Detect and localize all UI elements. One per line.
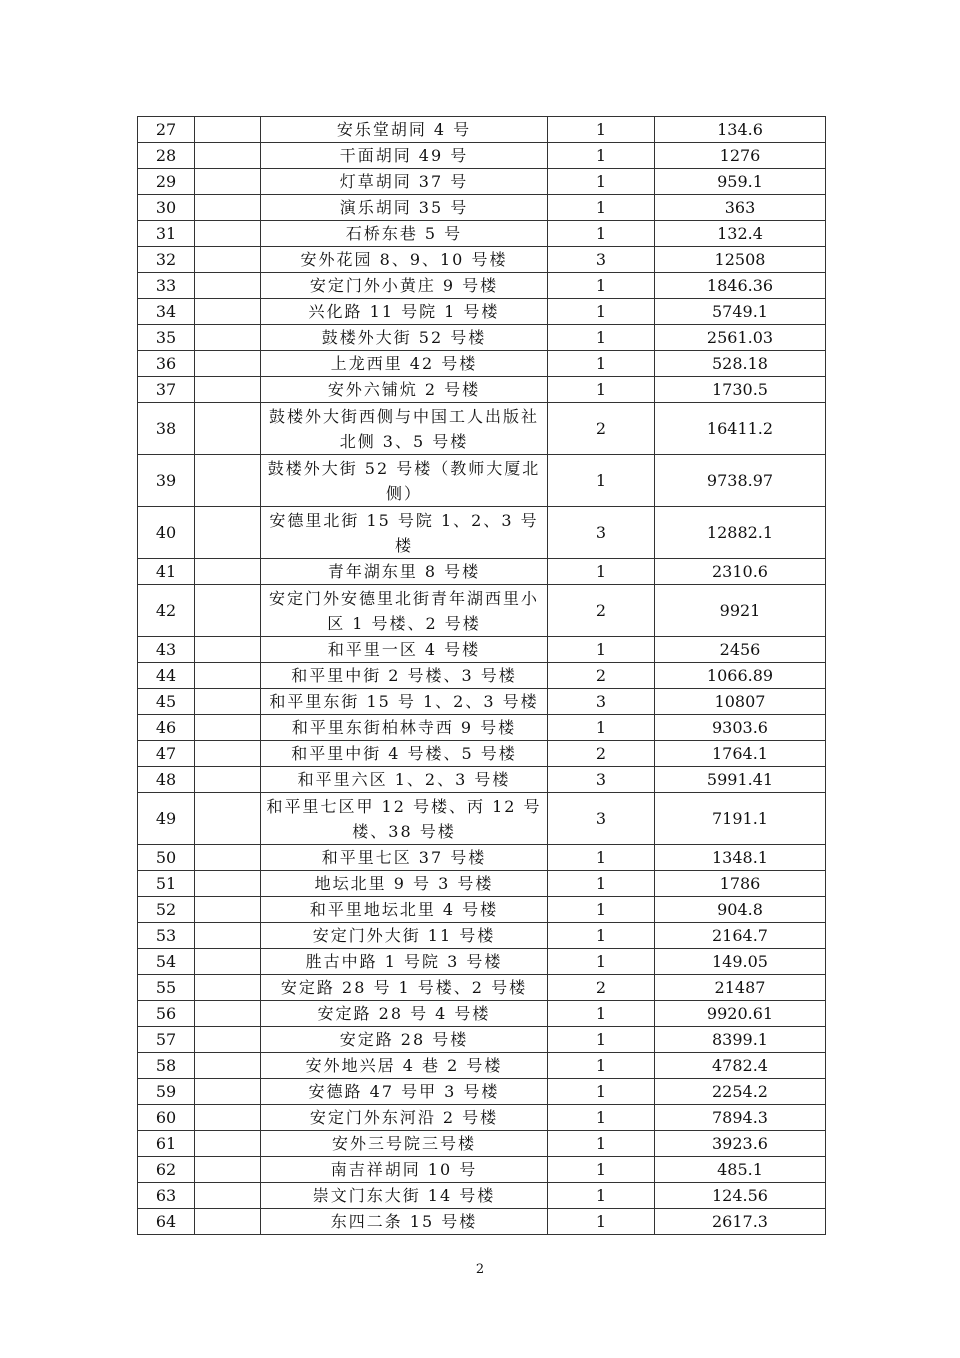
address-cell: 安定门外小黄庄 9 号楼 xyxy=(261,273,548,299)
blank-cell xyxy=(195,741,261,767)
table-row xyxy=(138,1001,826,1027)
table-row xyxy=(138,715,826,741)
table-row xyxy=(138,663,826,689)
address-cell: 安定门外东河沿 2 号楼 xyxy=(261,1105,548,1131)
building-count-cell: 3 xyxy=(548,507,655,559)
building-count-cell: 1 xyxy=(548,351,655,377)
blank-cell xyxy=(195,403,261,455)
area-cell: 528.18 xyxy=(655,351,826,377)
address-cell: 和平里七区甲 12 号楼、丙 12 号楼、38 号楼 xyxy=(261,793,548,845)
row-number-cell: 34 xyxy=(138,299,195,325)
table-row xyxy=(138,689,826,715)
table-row xyxy=(138,897,826,923)
blank-cell xyxy=(195,455,261,507)
building-count-cell: 2 xyxy=(548,585,655,637)
area-cell: 10807 xyxy=(655,689,826,715)
page-number: 2 xyxy=(475,1262,485,1277)
blank-cell xyxy=(195,637,261,663)
row-number-cell: 59 xyxy=(138,1079,195,1105)
blank-cell xyxy=(195,1183,261,1209)
blank-cell xyxy=(195,377,261,403)
building-count-cell: 2 xyxy=(548,403,655,455)
table-row xyxy=(138,1131,826,1157)
row-number-cell: 46 xyxy=(138,715,195,741)
table-body xyxy=(138,117,826,1235)
row-number-cell: 63 xyxy=(138,1183,195,1209)
address-cell: 干面胡同 49 号 xyxy=(261,143,548,169)
address-cell: 和平里七区 37 号楼 xyxy=(261,845,548,871)
row-number-cell: 47 xyxy=(138,741,195,767)
address-cell: 崇文门东大街 14 号楼 xyxy=(261,1183,548,1209)
address-cell: 鼓楼外大街 52 号楼（教师大厦北侧） xyxy=(261,455,548,507)
area-cell: 2617.3 xyxy=(655,1209,826,1235)
area-cell: 1276 xyxy=(655,143,826,169)
address-cell: 安德路 47 号甲 3 号楼 xyxy=(261,1079,548,1105)
area-cell: 1786 xyxy=(655,871,826,897)
row-number-cell: 61 xyxy=(138,1131,195,1157)
blank-cell xyxy=(195,247,261,273)
blank-cell xyxy=(195,273,261,299)
building-count-cell: 1 xyxy=(548,1131,655,1157)
area-cell: 959.1 xyxy=(655,169,826,195)
table-row xyxy=(138,1105,826,1131)
building-count-cell: 1 xyxy=(548,377,655,403)
area-cell: 149.05 xyxy=(655,949,826,975)
address-cell: 演乐胡同 35 号 xyxy=(261,195,548,221)
address-cell: 和平里东街 15 号 1、2、3 号楼 xyxy=(261,689,548,715)
address-cell: 和平里东街柏林寺西 9 号楼 xyxy=(261,715,548,741)
building-count-cell: 1 xyxy=(548,1157,655,1183)
area-cell: 1066.89 xyxy=(655,663,826,689)
area-cell: 1348.1 xyxy=(655,845,826,871)
area-cell: 134.6 xyxy=(655,117,826,143)
area-cell: 2164.7 xyxy=(655,923,826,949)
area-cell: 9303.6 xyxy=(655,715,826,741)
blank-cell xyxy=(195,117,261,143)
address-cell: 鼓楼外大街西侧与中国工人出版社北侧 3、5 号楼 xyxy=(261,403,548,455)
address-cell: 安定门外安德里北街青年湖西里小区 1 号楼、2 号楼 xyxy=(261,585,548,637)
blank-cell xyxy=(195,663,261,689)
row-number-cell: 49 xyxy=(138,793,195,845)
row-number-cell: 56 xyxy=(138,1001,195,1027)
table-row xyxy=(138,1027,826,1053)
area-cell: 5991.41 xyxy=(655,767,826,793)
area-cell: 4782.4 xyxy=(655,1053,826,1079)
blank-cell xyxy=(195,195,261,221)
table-row xyxy=(138,871,826,897)
address-cell: 地坛北里 9 号 3 号楼 xyxy=(261,871,548,897)
area-cell: 16411.2 xyxy=(655,403,826,455)
table-row xyxy=(138,247,826,273)
area-cell: 12882.1 xyxy=(655,507,826,559)
address-cell: 安外六铺炕 2 号楼 xyxy=(261,377,548,403)
area-cell: 1730.5 xyxy=(655,377,826,403)
address-cell: 南吉祥胡同 10 号 xyxy=(261,1157,548,1183)
row-number-cell: 58 xyxy=(138,1053,195,1079)
table-row xyxy=(138,1157,826,1183)
blank-cell xyxy=(195,949,261,975)
address-cell: 东四二条 15 号楼 xyxy=(261,1209,548,1235)
blank-cell xyxy=(195,1027,261,1053)
address-cell: 和平里地坛北里 4 号楼 xyxy=(261,897,548,923)
blank-cell xyxy=(195,221,261,247)
blank-cell xyxy=(195,715,261,741)
building-count-cell: 1 xyxy=(548,1053,655,1079)
blank-cell xyxy=(195,767,261,793)
address-cell: 和平里中街 4 号楼、5 号楼 xyxy=(261,741,548,767)
area-cell: 7894.3 xyxy=(655,1105,826,1131)
row-number-cell: 39 xyxy=(138,455,195,507)
address-cell: 安外三号院三号楼 xyxy=(261,1131,548,1157)
building-count-cell: 1 xyxy=(548,923,655,949)
blank-cell xyxy=(195,1105,261,1131)
row-number-cell: 28 xyxy=(138,143,195,169)
area-cell: 9920.61 xyxy=(655,1001,826,1027)
blank-cell xyxy=(195,897,261,923)
table-row xyxy=(138,559,826,585)
row-number-cell: 36 xyxy=(138,351,195,377)
building-count-cell: 1 xyxy=(548,1209,655,1235)
address-cell: 胜古中路 1 号院 3 号楼 xyxy=(261,949,548,975)
address-cell: 兴化路 11 号院 1 号楼 xyxy=(261,299,548,325)
table-row xyxy=(138,1053,826,1079)
area-cell: 2456 xyxy=(655,637,826,663)
table-row xyxy=(138,195,826,221)
building-count-cell: 3 xyxy=(548,793,655,845)
row-number-cell: 44 xyxy=(138,663,195,689)
row-number-cell: 33 xyxy=(138,273,195,299)
row-number-cell: 41 xyxy=(138,559,195,585)
table-row xyxy=(138,403,826,455)
building-count-cell: 1 xyxy=(548,1027,655,1053)
table-row xyxy=(138,507,826,559)
table-row xyxy=(138,377,826,403)
area-cell: 1846.36 xyxy=(655,273,826,299)
area-cell: 8399.1 xyxy=(655,1027,826,1053)
row-number-cell: 60 xyxy=(138,1105,195,1131)
blank-cell xyxy=(195,1157,261,1183)
row-number-cell: 62 xyxy=(138,1157,195,1183)
address-cell: 安外花园 8、9、10 号楼 xyxy=(261,247,548,273)
building-count-cell: 2 xyxy=(548,975,655,1001)
table-row xyxy=(138,299,826,325)
row-number-cell: 42 xyxy=(138,585,195,637)
table-row xyxy=(138,741,826,767)
table-row xyxy=(138,169,826,195)
blank-cell xyxy=(195,559,261,585)
area-cell: 132.4 xyxy=(655,221,826,247)
blank-cell xyxy=(195,299,261,325)
area-cell: 9921 xyxy=(655,585,826,637)
table-row xyxy=(138,273,826,299)
table-row xyxy=(138,637,826,663)
address-cell: 和平里六区 1、2、3 号楼 xyxy=(261,767,548,793)
table-row xyxy=(138,221,826,247)
address-cell: 灯草胡同 37 号 xyxy=(261,169,548,195)
row-number-cell: 45 xyxy=(138,689,195,715)
building-count-cell: 1 xyxy=(548,1105,655,1131)
table-row xyxy=(138,767,826,793)
row-number-cell: 54 xyxy=(138,949,195,975)
building-count-cell: 1 xyxy=(548,325,655,351)
row-number-cell: 29 xyxy=(138,169,195,195)
building-count-cell: 1 xyxy=(548,845,655,871)
table-row xyxy=(138,455,826,507)
building-count-cell: 1 xyxy=(548,273,655,299)
blank-cell xyxy=(195,871,261,897)
area-cell: 363 xyxy=(655,195,826,221)
building-table xyxy=(137,116,826,1235)
address-cell: 石桥东巷 5 号 xyxy=(261,221,548,247)
blank-cell xyxy=(195,793,261,845)
blank-cell xyxy=(195,1131,261,1157)
row-number-cell: 40 xyxy=(138,507,195,559)
building-count-cell: 1 xyxy=(548,871,655,897)
row-number-cell: 32 xyxy=(138,247,195,273)
area-cell: 124.56 xyxy=(655,1183,826,1209)
table-row xyxy=(138,949,826,975)
table-row xyxy=(138,351,826,377)
row-number-cell: 55 xyxy=(138,975,195,1001)
blank-cell xyxy=(195,585,261,637)
building-count-cell: 1 xyxy=(548,169,655,195)
row-number-cell: 51 xyxy=(138,871,195,897)
address-cell: 安定门外大街 11 号楼 xyxy=(261,923,548,949)
row-number-cell: 50 xyxy=(138,845,195,871)
row-number-cell: 43 xyxy=(138,637,195,663)
table-row xyxy=(138,1209,826,1235)
area-cell: 12508 xyxy=(655,247,826,273)
building-count-cell: 1 xyxy=(548,221,655,247)
row-number-cell: 35 xyxy=(138,325,195,351)
table-row xyxy=(138,975,826,1001)
area-cell: 2561.03 xyxy=(655,325,826,351)
address-cell: 和平里一区 4 号楼 xyxy=(261,637,548,663)
building-count-cell: 1 xyxy=(548,715,655,741)
area-cell: 7191.1 xyxy=(655,793,826,845)
area-cell: 3923.6 xyxy=(655,1131,826,1157)
address-cell: 青年湖东里 8 号楼 xyxy=(261,559,548,585)
building-count-cell: 1 xyxy=(548,559,655,585)
address-cell: 鼓楼外大街 52 号楼 xyxy=(261,325,548,351)
table-row xyxy=(138,117,826,143)
building-count-cell: 1 xyxy=(548,637,655,663)
building-count-cell: 1 xyxy=(548,1001,655,1027)
blank-cell xyxy=(195,923,261,949)
building-count-cell: 1 xyxy=(548,897,655,923)
row-number-cell: 52 xyxy=(138,897,195,923)
address-cell: 安外地兴居 4 巷 2 号楼 xyxy=(261,1053,548,1079)
blank-cell xyxy=(195,1053,261,1079)
blank-cell xyxy=(195,143,261,169)
area-cell: 21487 xyxy=(655,975,826,1001)
area-cell: 2310.6 xyxy=(655,559,826,585)
table-row xyxy=(138,325,826,351)
table-row xyxy=(138,143,826,169)
table-row xyxy=(138,1079,826,1105)
building-count-cell: 3 xyxy=(548,247,655,273)
blank-cell xyxy=(195,1209,261,1235)
blank-cell xyxy=(195,845,261,871)
row-number-cell: 31 xyxy=(138,221,195,247)
row-number-cell: 48 xyxy=(138,767,195,793)
address-cell: 安定路 28 号楼 xyxy=(261,1027,548,1053)
row-number-cell: 37 xyxy=(138,377,195,403)
table-row xyxy=(138,585,826,637)
area-cell: 1764.1 xyxy=(655,741,826,767)
address-cell: 安德里北街 15 号院 1、2、3 号楼 xyxy=(261,507,548,559)
building-count-cell: 3 xyxy=(548,767,655,793)
address-cell: 上龙西里 42 号楼 xyxy=(261,351,548,377)
row-number-cell: 30 xyxy=(138,195,195,221)
address-cell: 安乐堂胡同 4 号 xyxy=(261,117,548,143)
table-row xyxy=(138,845,826,871)
blank-cell xyxy=(195,351,261,377)
building-count-cell: 1 xyxy=(548,455,655,507)
row-number-cell: 27 xyxy=(138,117,195,143)
area-cell: 5749.1 xyxy=(655,299,826,325)
blank-cell xyxy=(195,1001,261,1027)
address-cell: 安定路 28 号 4 号楼 xyxy=(261,1001,548,1027)
blank-cell xyxy=(195,1079,261,1105)
building-count-cell: 1 xyxy=(548,117,655,143)
table-row xyxy=(138,793,826,845)
building-count-cell: 2 xyxy=(548,741,655,767)
building-count-cell: 1 xyxy=(548,1079,655,1105)
blank-cell xyxy=(195,325,261,351)
building-count-cell: 1 xyxy=(548,299,655,325)
address-cell: 安定路 28 号 1 号楼、2 号楼 xyxy=(261,975,548,1001)
blank-cell xyxy=(195,169,261,195)
building-count-cell: 1 xyxy=(548,195,655,221)
area-cell: 485.1 xyxy=(655,1157,826,1183)
building-count-cell: 2 xyxy=(548,663,655,689)
table-row xyxy=(138,1183,826,1209)
area-cell: 2254.2 xyxy=(655,1079,826,1105)
building-count-cell: 3 xyxy=(548,689,655,715)
row-number-cell: 38 xyxy=(138,403,195,455)
area-cell: 9738.97 xyxy=(655,455,826,507)
blank-cell xyxy=(195,689,261,715)
building-count-cell: 1 xyxy=(548,143,655,169)
row-number-cell: 57 xyxy=(138,1027,195,1053)
address-cell: 和平里中街 2 号楼、3 号楼 xyxy=(261,663,548,689)
area-cell: 904.8 xyxy=(655,897,826,923)
building-count-cell: 1 xyxy=(548,949,655,975)
building-count-cell: 1 xyxy=(548,1183,655,1209)
row-number-cell: 64 xyxy=(138,1209,195,1235)
table-row xyxy=(138,923,826,949)
blank-cell xyxy=(195,975,261,1001)
blank-cell xyxy=(195,507,261,559)
row-number-cell: 53 xyxy=(138,923,195,949)
